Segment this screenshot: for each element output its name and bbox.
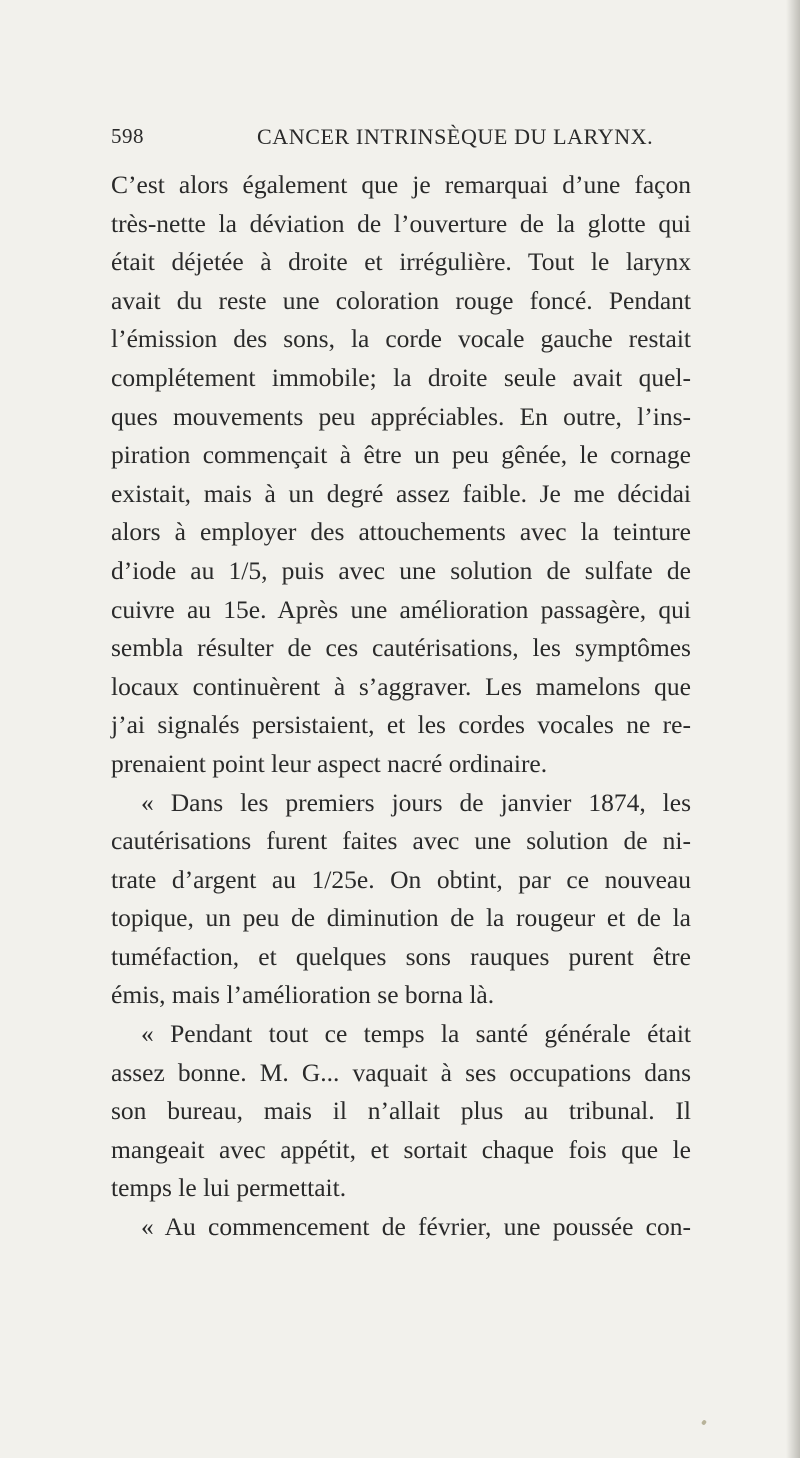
text-line: émis, mais l’amélioration se borna là. (111, 980, 495, 1010)
text-line: avait du reste une coloration rouge foncé. Pendant (111, 285, 691, 315)
text-line: « Pendant tout ce temps la santé générale était (141, 1019, 691, 1049)
text-line: locaux continuèrent à s’aggraver. Les mamelons que (111, 671, 691, 701)
text-line: ques mouvements peu appréciables. En outre, l’ins- (111, 401, 691, 431)
text-line: d’iode au 1/5, puis avec une solution de sulfate de (111, 555, 691, 585)
text-line: piration commençait à être un peu gênée, le cornage (111, 440, 691, 470)
paper-speck (701, 1419, 707, 1425)
text-line: C’est alors également que je remarquai d’une façon (111, 170, 691, 199)
text-line: topique, un peu de diminution de la rougeur et de la (111, 903, 691, 933)
text-line: prenaient point leur aspect nacré ordinaire. (111, 748, 548, 778)
text-line: cuivre au 15e. Après une amélioration passagère, qui (111, 594, 691, 624)
text-line: « Au commencement de février, une poussée con- (141, 1212, 691, 1242)
page-edge-shadow (786, 0, 800, 1458)
body-text (111, 166, 691, 1247)
page-title: CANCER INTRINSÈQUE DU LARYNX. (257, 124, 654, 149)
text-line: était déjetée à droite et irrégulière. Tout le larynx (111, 247, 691, 277)
text-line: assez bonne. M. G... vaquait à ses occupations dans (111, 1057, 691, 1087)
text-line: « Dans les premiers jours de janvier 1874, les (141, 787, 691, 817)
text-line: l’émission des sons, la corde vocale gauche restait (111, 324, 691, 354)
text-line: trate d’argent au 1/25e. On obtint, par ce nouveau (111, 864, 691, 894)
text-line: tuméfaction, et quelques sons rauques purent être (111, 941, 691, 971)
text-line: temps le lui permettait. (111, 1173, 347, 1203)
page-number: 598 (111, 124, 144, 148)
text-line: son bureau, mais il n’allait plus au tribunal. Il (111, 1096, 691, 1126)
text-line: très-nette la déviation de l’ouverture de la glotte qui (111, 208, 691, 238)
text-line: existait, mais à un degré assez faible. Je me décidai (111, 478, 691, 508)
running-head (111, 124, 691, 154)
text-line: mangeait avec appétit, et sortait chaque fois que le (111, 1134, 691, 1164)
text-line: j’ai signalés persistaient, et les cordes vocales ne re- (111, 710, 691, 740)
text-line: alors à employer des attouchements avec la teinture (111, 517, 691, 547)
text-line: complétement immobile; la droite seule avait quel- (111, 362, 691, 392)
text-line: sembla résulter de ces cautérisations, les symptômes (111, 633, 691, 663)
text-line: cautérisations furent faites avec une solution de ni- (111, 826, 691, 856)
